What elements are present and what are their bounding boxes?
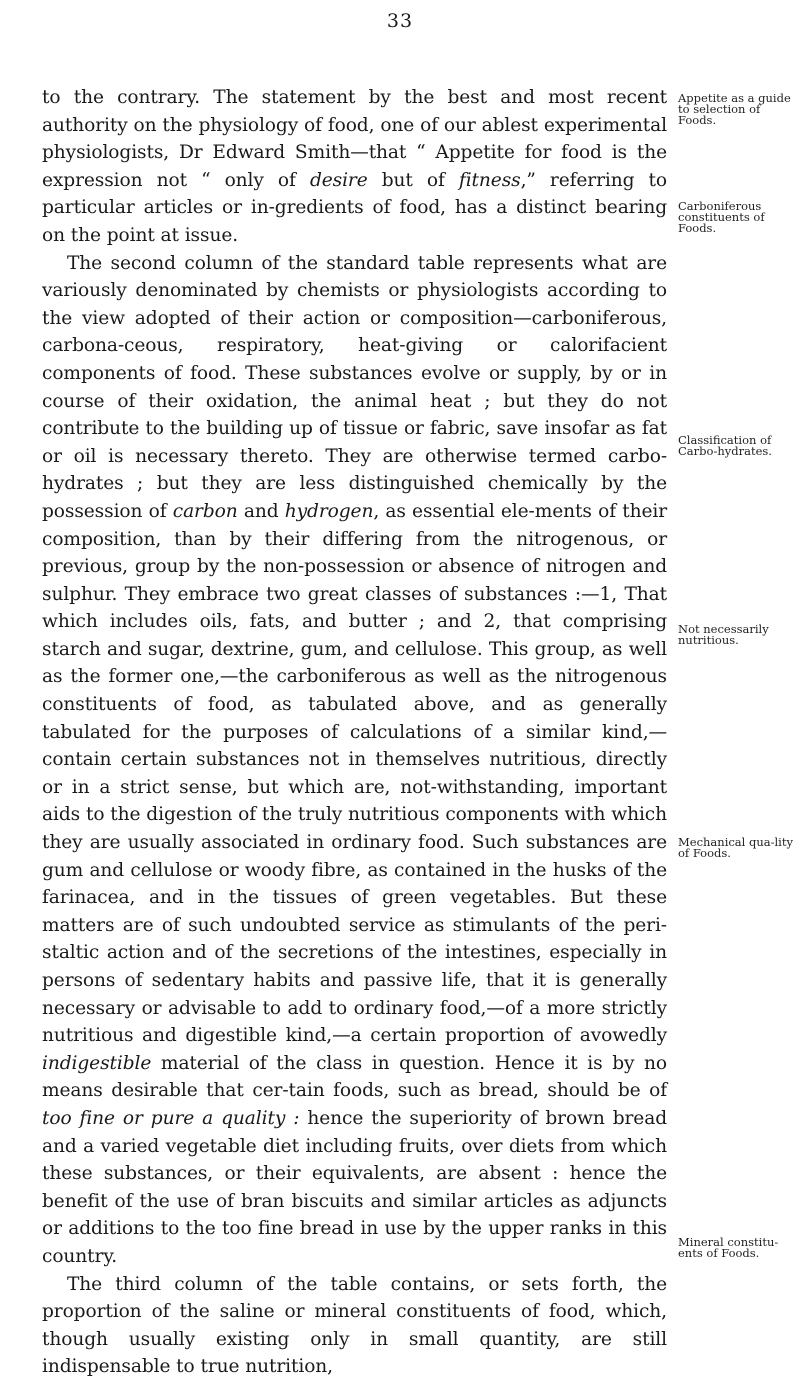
paragraph-3 — [42, 1271, 667, 1381]
text-run: The third column of the table contains, or sets forth, the proportion of the saline or mineral constituents of food, which, though usually existing only in small quantity, are still indispensable to true nutrition, — [42, 1273, 667, 1378]
text-run: to the contrary. The statement by the best and most recent authority on the physiology of food, one of our ablest experimental physiologists, Dr Edward Smith—that “ Appetite for food is the expression not “ only of — [42, 87, 667, 191]
text-run: but of — [367, 169, 459, 191]
italic-run: hydrogen — [284, 500, 374, 522]
margin-note-mechanical: Mechanical qua-lity of Foods. — [678, 835, 793, 860]
italic-run: fitness — [458, 169, 521, 191]
italic-run: desire — [309, 169, 368, 191]
text-run: The second column of the standard table represents what are variously denominated by chemists or physiologists according to the view adopted of their action or composition—carboniferous, carbona-ceous, respiratory, heat-giving or calorifacient components of food. These substances evolve or supply, by or in course of their oxidation, the animal heat ; but they do not contribute to the building up of tissue or fabric, save insofar as fat or oil is necessary thereto. They are otherwise termed carbo-hydrates ; but they are less distinguished chemically by the possession of — [42, 252, 667, 522]
margin-note-appetite: Appetite as a guide to selection of Foods. — [678, 91, 791, 127]
margin-note-carbo-hydrates: Classification of Carbo-hydrates. — [678, 433, 772, 458]
text-run: material of the class in question. Hence it is by no means desirable that cer-tain foods, such as bread, should be of — [42, 1052, 667, 1102]
text-run: , as essential ele-ments of their composition, than by their differing from the nitrogenous, or previous, group by the non-possession or absence of nitrogen and sulphur. They embrace two great classes of substances :—1, That which includes oils, fats, and butter ; and 2, that comprising starch and sugar, dextrine, gum, and cellulose. This group, as well as the former one,—the carboniferous as well as the nitrogenous constituents of food, as tabulated above, and as generally tabulated for the purposes of calculations of a similar kind,—contain certain substances not in themselves nutritious, directly or in a strict sense, but which are, not-withstanding, important aids to the digestion of the truly nutritious components with which they are usually associated in ordinary food. Such substances are gum and cellulose or woody fibre, as contained in the husks of the farinacea, and in the tissues of green vegetables. But these matters are of such undoubted service as stimulants of the peri-staltic action and of the secretions of the intestines, especially in persons of sedentary habits and passive life, that it is generally necessary or advisable to add to ordinary food,—of a more strictly nutritious and digestible kind,—a certain proportion of avowedly — [42, 500, 668, 1047]
paragraph-1 — [42, 84, 667, 250]
margin-note-not-nutritious: Not necessarily nutritious. — [678, 622, 769, 647]
text-run: hence the superiority of brown bread and a varied vegetable diet including fruits, over diets from which these substances, or their equivalents, are absent : hence the benefit of the use of bran biscuits and similar articles as adjuncts or additions to the too fine bread in use by the upper ranks in this country. — [42, 1107, 667, 1267]
body-text — [42, 84, 667, 1381]
text-run: ,” referring to particular articles or in-gredients of food, has a distinct bearing on the point at issue. — [42, 169, 667, 246]
italic-run: too fine or pure a quality : — [42, 1107, 300, 1129]
text-run: and — [237, 500, 285, 522]
page-number: 33 — [386, 10, 414, 32]
margin-note-carboniferous: Carboniferous constituents of Foods. — [678, 199, 765, 235]
italic-run: carbon — [172, 500, 238, 522]
margin-note-mineral: Mineral constitu-ents of Foods. — [678, 1235, 779, 1260]
italic-run: indigestible — [42, 1052, 152, 1074]
paragraph-2 — [42, 250, 667, 1271]
